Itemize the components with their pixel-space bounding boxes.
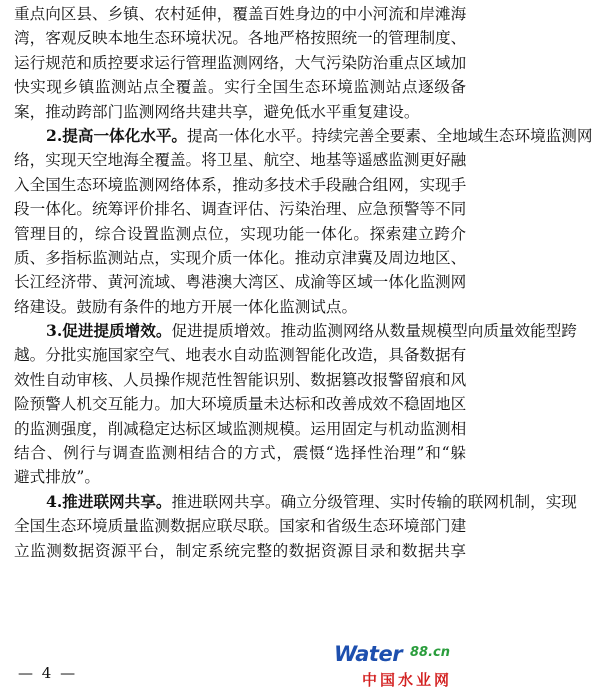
body-text	[14, 2, 592, 563]
text-line: 入全国生态环境监测网络体系，推动多技术手段融合组网，实现手	[14, 175, 467, 194]
watermark-logo	[334, 642, 476, 692]
watermark-site-name: 中国水业网	[362, 671, 453, 689]
watermark-url: 88.cn	[410, 645, 450, 660]
section-heading-2: 2.提高一体化水平。	[46, 125, 188, 145]
text-line: 湾，客观反映本地生态环境状况。各地严格按照统一的管理制度、	[14, 29, 467, 48]
text-line: 络建设。鼓励有条件的地方开展一体化监测试点。	[14, 297, 358, 316]
text-line: 险预警人机交互能力。加大环境质量未达标和改善成效不稳固地区	[14, 395, 467, 414]
page-number: — 4 —	[18, 664, 78, 682]
text-line: 立监测数据资源平台，制定系统完整的数据资源目录和数据共享	[14, 541, 466, 560]
text-line: 段一体化。统筹评价排名、调查评估、污染治理、应急预警等不同	[14, 200, 467, 219]
paragraph-first-line	[14, 319, 577, 343]
text-line: 长江经济带、黄河流域、粤港澳大湾区、成渝等区域一体化监测网	[14, 273, 467, 292]
paragraph-first-line	[14, 124, 592, 148]
text-line: 案，推动跨部门监测网络共建共享，避免低水平重复建设。	[14, 102, 420, 121]
text-line: 越。分批实施国家空气、地表水自动监测智能化改造，具备数据有	[14, 346, 467, 365]
section-heading-4: 4.推进联网共享。	[46, 491, 172, 511]
text-line: 运行规范和质控要求运行管理监测网络，大气污染防治重点区域加	[14, 53, 467, 72]
text-line: 效性自动审核、人员操作规范性智能识别、数据篡改报警留痕和风	[14, 370, 467, 389]
text-span: 促进提质增效。推动监测网络从数量规模型向质量效能型跨	[171, 322, 577, 341]
text-line: 重点向区县、乡镇、农村延伸，覆盖百姓身边的中小河流和岸滩海	[14, 5, 467, 23]
paragraph-first-line	[14, 490, 577, 514]
watermark-logo-text: Water	[334, 642, 403, 666]
text-line: 质、多指标监测站点，实现介质一体化。推动京津冀及周边地区、	[14, 248, 467, 267]
text-line: 的监测强度，削减稳定达标区域监测规模。运用固定与机动监测相	[14, 419, 467, 438]
text-line: 全国生态环境质量监测数据应联尽联。国家和省级生态环境部门建	[14, 517, 467, 536]
text-span: 推进联网共享。确立分级管理、实时传输的联网机制，实现	[171, 492, 577, 511]
text-line: 络，实现天空地海全覆盖。将卫星、航空、地基等遥感监测更好融	[14, 151, 467, 170]
text-line: 结合、例行与调查监测相结合的方式，震慑“选择性治理”和“躲	[14, 444, 466, 463]
section-heading-3: 3.促进提质增效。	[46, 321, 172, 341]
text-line: 管理目的，综合设置监测点位，实现功能一体化。探索建立跨介	[14, 224, 466, 243]
text-span: 提高一体化水平。持续完善全要素、全地域生态环境监测网	[187, 126, 592, 145]
text-line: 快实现乡镇监测站点全覆盖。实行全国生态环境监测站点逐级备	[14, 78, 466, 97]
text-line: 避式排放”。	[14, 468, 100, 487]
